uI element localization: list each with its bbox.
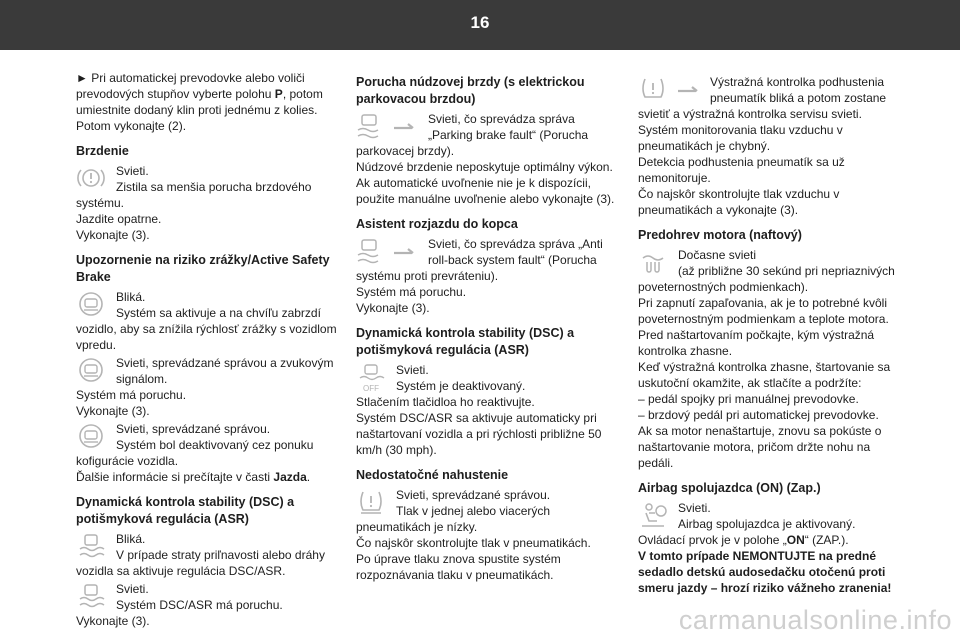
airbag-warning: V tomto prípade NEMONTUJTE na predné sedadlo detskú audosedačku otočenú proti smeru jazdy – hrozí riziko vážneho zranenia! (638, 549, 892, 595)
dsc-entry-2: Svieti. Systém DSC/ASR má poruchu. (76, 581, 341, 613)
collision-entry-3: Svieti, sprevádzané správou. Systém bol deaktivovaný cez ponuku (76, 421, 341, 453)
airbag-control: Ovládací prvok je v polohe „ON“ (ZAP.). (638, 533, 849, 547)
collision-warning-icon (76, 422, 116, 452)
column-2: Porucha núdzovej brzdy (s elektrickou parkovacou brzdou) Svieti, čo sprevádza správa „Parking brake fault“ (Porucha parkovacej brzdy). Núdzové brzdenie neposkytuje optimálny výkon. Ak automatické uvoľnenie nie je k dispozícii, použite manuálne uvoľnenie alebo vykonajte (3). Asistent rozjazdu do kopca Svieti, čo sprevádza správa „Anti roll-back system fault“ (Porucha systému proti prevráteniu). Systém má poruchu. Vykonajte (3). Dynamická kontrola stability (DSC) a potišmyková regulácia (ASR) OFF Svieti. Systém je deaktivovaný. Stlačením tlačidloa ho reaktivujte. Systém DSC/ASR sa aktivuje automaticky pri naštartovaní vozidla a pri rýchlosti približne 50 km/h (30 mph). Nedostatočné nahustenie Svieti, sprevádzané správou. Tlak v jednej alebo viacerých pneumatikách je nízky. Čo najskôr skontrolujte tlak v pneumatikách. Po úprave tlaku znova spustite systém rozpoznávania tlaku v pneumatikách. (356, 70, 621, 583)
airbag-entry: Svieti. Airbag spolujazdca je aktivovaný. (638, 500, 903, 532)
emergency-brake-entry: Svieti, čo sprevádza správa „Parking brake fault“ (Porucha (356, 111, 621, 143)
more-info: Ďalšie informácie si prečítajte v časti Jazda. (76, 470, 311, 484)
tyre-entry: Svieti, sprevádzané správou. Tlak v jednej alebo viacerých (356, 487, 621, 519)
tyre-pressure-icon (356, 488, 396, 518)
section-title-dsc: Dynamická kontrola stability (DSC) a potišmyková regulácia (ASR) (76, 495, 295, 526)
glow-plug-icon (638, 248, 678, 278)
section-title-brakes: Brzdenie (76, 144, 129, 158)
section-title-tyre: Nedostatočné nahustenie (356, 468, 509, 482)
column-1: ► Pri automatickej prevodovke alebo voliči prevodových stupňov vyberte polohu P, potom umiestnite dodaný klin proti jednému z kolies. Potom vykonajte (2). Brzdenie Svieti. Zistila sa menšia porucha brzdového systému. Jazdite opatrne. Vykonajte (3). Upozornenie na riziko zrážky/Active Safety Brake Bliká. Systém sa aktivuje a na chvíľu zabrzdí vozidlo, aby sa znížila rýchlosť zrážky s vozidlom vpredu. Svieti, sprevádzané správou a zvukovým signálom. Systém má poruchu. Vykonajte (3). Svieti, sprevádzané správou. Systém bol deaktivovaný cez ponuku kofigurácie vozidla. Ďalšie informácie si prečítajte v časti Jazda. Dynamická kontrola stability (DSC) a potišmyková regulácia (ASR) Bliká. V prípade straty priľnavosti alebo dráhy vozidla sa aktivuje regulácia DSC/ASR. Svieti. Systém DSC/ASR má poruchu. Vykonajte (3). (76, 70, 341, 629)
intro-paragraph: ► Pri automatickej prevodovke alebo voliči prevodových stupňov vyberte polohu P, potom umiestnite dodaný klin proti jednému z kolies. Potom vykonajte (2). (76, 71, 323, 133)
hill-start-entry: Svieti, čo sprevádza správa „Anti roll-back system fault“ (Porucha (356, 236, 621, 268)
watermark: carmanualsonline.info (678, 605, 952, 635)
collision-entry-2: Svieti, sprevádzané správou a zvukovým signálom. (76, 355, 341, 387)
emergency-brake-fault-icon (356, 112, 428, 142)
page-number: 16 (470, 13, 490, 32)
hill-start-fault-icon (356, 237, 428, 267)
dsc-entry-1: Bliká. V prípade straty priľnavosti alebo dráhy (76, 531, 341, 563)
stability-control-icon (76, 582, 116, 612)
collision-warning-icon (76, 290, 116, 320)
section-title-airbag: Airbag spolujazdca (ON) (Zap.) (638, 481, 821, 495)
column-3: Výstražná kontrolka podhustenia pneumatík bliká a potom zostane svietiť a výstražná kontrolka servisu svieti. Systém monitorovania tlaku vzduchu v pneumatikách je chybný. Detekcia podhustenia pneumatík sa už nemonitoruje. Čo najskôr skontrolujte tlak vzduchu v pneumatikách a vykonajte (3). Predohrev motora (naftový) Dočasne svieti (až približne 30 sekúnd pri nepriaznivých poveternostných podmienkach). Pri zapnutí zapaľovania, ak je to potrebné kvôli poveternostným podmienkam a teplote motora. Pred naštartovaním počkajte, kým výstražná kontrolka zhasne. Keď výstražná kontrolka zhasne, štartovanie sa uskutoční okamžite, ak stlačíte a podržíte: – pedál spojky pri manuálnej prevodovke. – brzdový pedál pri automatickej prevodovke. Ak sa motor nenaštartuje, znovu sa pokúste o naštartovanie motora, pričom držte nohu na pedáli. Airbag spolujazdca (ON) (Zap.) Svieti. Airbag spolujazdca je aktivovaný. Ovládací prvok je v polohe „ON“ (ZAP.). V tomto prípade NEMONTUJTE na predné sedadlo detskú audosedačku otočenú proti smeru jazdy – hrozí riziko vážneho zranenia! (638, 70, 903, 596)
section-title-dsc-off: Dynamická kontrola stability (DSC) a potišmyková regulácia (ASR) (356, 326, 575, 357)
dsc-off-entry: OFF Svieti. Systém je deaktivovaný. (356, 362, 621, 394)
dsc-off-icon (356, 363, 396, 393)
airbag-on-icon (638, 501, 678, 531)
brakes-entry: Svieti. Zistila sa menšia porucha brzdového (76, 163, 341, 195)
svg-text:OFF: OFF (363, 384, 379, 393)
brake-warning-icon (76, 164, 116, 194)
section-title-emergency-brake: Porucha núdzovej brzdy (s elektrickou parkovacou brzdou) (356, 75, 585, 106)
section-title-preheat: Predohrev motora (naftový) (638, 228, 802, 242)
stability-control-icon (76, 532, 116, 562)
collision-entry-1: Bliká. Systém sa aktivuje a na chvíľu zabrzdí (76, 289, 341, 321)
collision-warning-icon (76, 356, 116, 386)
section-title-hill-start: Asistent rozjazdu do kopca (356, 217, 518, 231)
tyre-service-entry: Výstražná kontrolka podhustenia pneumatík bliká a potom zostane (638, 74, 903, 106)
section-title-collision: Upozornenie na riziko zrážky/Active Safety Brake (76, 253, 330, 284)
tyre-pressure-service-icon (638, 75, 710, 105)
preheat-entry: Dočasne svieti (až približne 30 sekúnd pri nepriaznivých (638, 247, 903, 279)
